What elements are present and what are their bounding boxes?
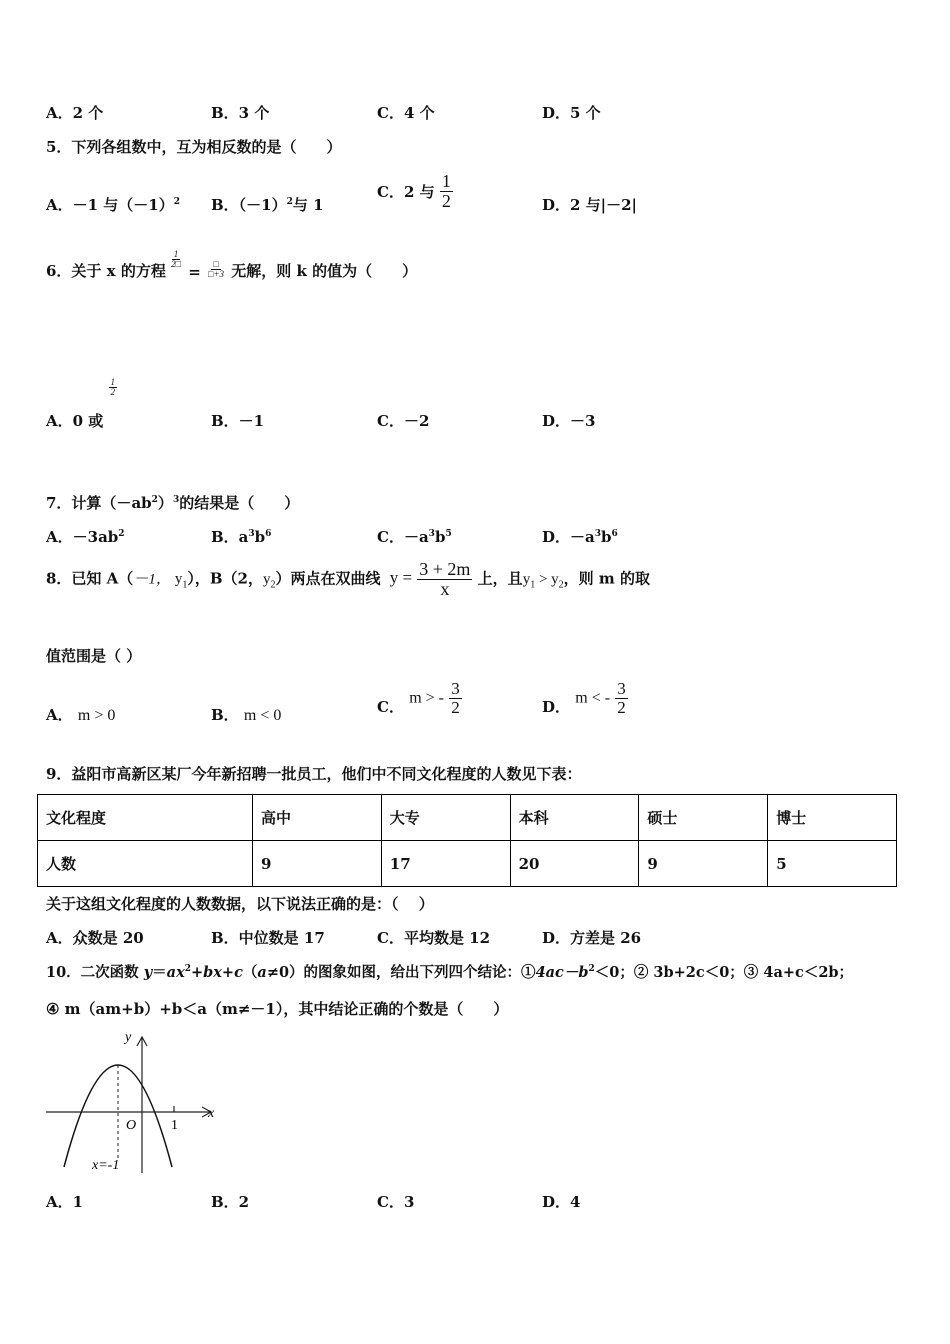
q6-a-num: 1 <box>110 377 116 387</box>
q8-c-fraction <box>449 680 462 717</box>
q9-option-a[interactable]: A．众数是 20 <box>46 929 144 947</box>
q8-sub1: 1 <box>182 579 188 591</box>
q7-d-sup2: 6 <box>611 529 618 539</box>
q7-stem-sup1: 2 <box>151 495 158 505</box>
q6-stem-pre: 6．关于 x 的方程 <box>46 262 166 280</box>
table-header-cell: 本科 <box>510 795 639 841</box>
q10-fn-y: y <box>143 964 153 981</box>
q8-c-math: m > - <box>409 689 444 707</box>
q8-cmp-sub2: 2 <box>558 579 564 591</box>
q4-option-d[interactable]: D．5 个 <box>542 104 601 122</box>
q10-fn-cond: a <box>257 964 267 981</box>
q9-stem: 9．益阳市高新区某厂今年新招聘一批员工，他们中不同文化程度的人数见下表： <box>46 765 582 783</box>
q4-option-c[interactable]: C．4 个 <box>377 104 435 122</box>
q8-cmp-y1: y <box>522 571 531 588</box>
q7-c-sup1: 3 <box>428 529 435 539</box>
q7-c-mid: b <box>434 528 446 546</box>
q7-b-sup1: 3 <box>248 529 255 539</box>
q8-a-label: A． <box>46 706 73 724</box>
table-cell: 20 <box>510 841 639 887</box>
q6-f2-num: □ <box>213 259 219 269</box>
q7-d-sup1: 3 <box>594 529 601 539</box>
q5-option-d[interactable]: D．2 与|－2| <box>542 196 638 214</box>
q10-s1: 10．二次函数 <box>46 964 144 981</box>
q6-option-c[interactable]: C．－2 <box>377 412 430 430</box>
q8-d-math: m < - <box>575 689 611 707</box>
q7-option-a[interactable] <box>46 526 125 547</box>
table-header-cell: 文化程度 <box>38 795 253 841</box>
q9-option-d[interactable]: D．方差是 26 <box>542 929 642 947</box>
q6-a-den: 2 <box>110 387 116 398</box>
q7-stem-pre: 7．计算（－ab <box>46 494 152 512</box>
q6-stem-post: 无解，则 k 的值为（ ） <box>231 262 418 280</box>
parabola-graph <box>40 1025 230 1180</box>
q8-option-a[interactable] <box>46 704 115 725</box>
q8-m1: －1， <box>133 571 171 588</box>
q6-a-fraction <box>109 378 118 398</box>
q8-c-label: C． <box>377 697 404 716</box>
q6-equals: = <box>188 263 201 281</box>
q8-d-num: 3 <box>617 679 626 698</box>
q5-a-text: A．－1 与（－1） <box>46 196 174 214</box>
symmetry-axis-label: x=-1 <box>92 1158 120 1173</box>
q6-fraction-1 <box>169 250 183 270</box>
table-cell: 人数 <box>38 841 253 887</box>
q8-c-den: 2 <box>451 697 460 717</box>
q6-f2-den: □+3 <box>208 269 225 280</box>
q6-f1-num: 1 <box>173 249 179 259</box>
q7-b-sup2: 6 <box>265 529 272 539</box>
q8-option-c[interactable] <box>377 680 462 717</box>
q8-cmp-sub1: 1 <box>530 579 536 591</box>
table-header-cell: 硕士 <box>639 795 768 841</box>
q10-s3: ≠0）的图象如图，给出下列四个结论：① <box>266 964 536 981</box>
q5-option-b[interactable] <box>211 194 324 215</box>
q5-option-a[interactable] <box>46 194 180 215</box>
table-header-cell: 高中 <box>253 795 382 841</box>
q8-cmp-y2: y <box>551 571 559 588</box>
q6-option-d[interactable]: D．－3 <box>542 412 596 430</box>
q10-stem-line2: ④ m（am+b）+b＜a（m≠－1），其中结论正确的个数是（ ） <box>46 1000 509 1018</box>
q5-c-fraction <box>440 172 453 211</box>
q5-stem: 5．下列各组数中，互为相反数的是（ ） <box>46 138 342 156</box>
q7-a-sup: 2 <box>118 529 125 539</box>
q8-c-num: 3 <box>451 679 460 698</box>
q8-s3: ）两点在双曲线 <box>275 569 381 588</box>
q10-fn-eq: ＝ <box>152 964 167 981</box>
q8-stem-line2: 值范围是（ ） <box>46 647 142 665</box>
table-cell: 9 <box>253 841 382 887</box>
q10-fn-rest: +bx+c <box>190 964 243 981</box>
table-cell: 9 <box>639 841 768 887</box>
q6-a-text: A．0 或 <box>46 412 104 430</box>
q8-frac-num: 3 + 2m <box>419 559 471 579</box>
q7-c-text: C．－a <box>377 528 429 546</box>
q8-y-lhs: y = <box>389 568 413 588</box>
q7-stem-mid: ） <box>157 494 173 512</box>
q8-s1: 8．已知 A（ <box>46 569 134 588</box>
q5-c-den: 2 <box>441 190 451 211</box>
q8-frac-den: x <box>440 578 450 599</box>
q8-b-label: B． <box>211 706 239 724</box>
q6-option-b[interactable]: B．－1 <box>211 412 265 430</box>
tick-label-1: 1 <box>171 1118 178 1133</box>
q7-b-mid: b <box>254 528 266 546</box>
q7-option-c[interactable] <box>377 526 452 547</box>
table-header-cell: 博士 <box>768 795 897 841</box>
table-cell: 5 <box>768 841 897 887</box>
y-axis-label: y <box>125 1030 132 1045</box>
table-cell: 17 <box>381 841 510 887</box>
q6-fraction-2 <box>206 260 226 280</box>
q5-c-text: C．2 与 <box>377 182 435 201</box>
q8-stem <box>46 560 650 599</box>
q7-stem-post: 的结果是（ ） <box>179 494 300 512</box>
q9-option-c[interactable]: C．平均数是 12 <box>377 929 491 947</box>
x-axis-label: x <box>208 1106 215 1121</box>
q5-c-num: 1 <box>441 171 451 191</box>
q5-a-sup: 2 <box>173 197 181 207</box>
q5-b-post: 与 1 <box>292 196 324 214</box>
q10-c1-post: ＜0；② 3b+2c＜0；③ 4a+c＜2b； <box>594 964 854 981</box>
q10-option-d[interactable]: D．4 <box>542 1193 581 1211</box>
q10-fn-sup: 2 <box>184 964 191 975</box>
q8-option-d[interactable] <box>542 680 628 717</box>
q10-s2: （ <box>242 964 258 981</box>
q4-option-a[interactable]: A．2 个 <box>46 104 104 122</box>
q8-cmp-gt: > <box>535 571 552 588</box>
q8-b-math: m < 0 <box>243 707 282 724</box>
q7-d-text: D．－a <box>542 528 595 546</box>
q6-option-a[interactable] <box>46 378 117 431</box>
q8-option-b[interactable] <box>211 704 281 725</box>
q7-option-d[interactable] <box>542 526 618 547</box>
q5-b-text: B．（－1） <box>211 196 287 214</box>
table-row <box>38 841 897 887</box>
q8-s4: 上，且 <box>477 569 523 588</box>
q10-option-b[interactable]: B．2 <box>211 1193 250 1211</box>
q10-option-c[interactable]: C．3 <box>377 1193 415 1211</box>
q6-f1-den: 2□ <box>171 259 181 270</box>
table-row <box>38 795 897 841</box>
q7-b-text: B．a <box>211 528 249 546</box>
q8-s5: ，则 m 的取 <box>563 569 650 588</box>
q7-stem <box>46 492 299 513</box>
origin-label: O <box>126 1118 137 1133</box>
q8-a-math: m > 0 <box>77 707 116 724</box>
q8-d-den: 2 <box>617 697 626 717</box>
q8-d-fraction <box>615 680 628 717</box>
q10-option-a[interactable]: A．1 <box>46 1193 84 1211</box>
q5-b-sup: 2 <box>286 197 293 207</box>
q10-fn-a: ax <box>166 964 185 981</box>
q4-option-b[interactable]: B．3 个 <box>211 104 270 122</box>
education-table <box>37 794 897 887</box>
q8-sub2: 2 <box>270 579 276 591</box>
q7-d-mid: b <box>601 528 612 546</box>
q8-s2: ），B（2， <box>187 569 263 588</box>
q10-stem <box>46 961 853 982</box>
q9-option-b[interactable]: B．中位数是 17 <box>211 929 325 947</box>
q7-a-text: A．－3ab <box>46 528 119 546</box>
q8-y2: y <box>262 571 271 588</box>
table-header-cell: 大专 <box>381 795 510 841</box>
q8-y1: y <box>174 571 183 588</box>
q7-option-b[interactable] <box>211 526 271 547</box>
q7-c-sup2: 5 <box>445 529 452 539</box>
q10-c1-sup: 2 <box>588 964 595 975</box>
q9-question: 关于这组文化程度的人数数据，以下说法正确的是：（ ） <box>46 895 434 913</box>
q8-d-label: D． <box>542 697 571 716</box>
q7-stem-sup2: 3 <box>172 495 180 505</box>
q5-option-c[interactable] <box>377 172 453 211</box>
q8-hyperbola-fraction <box>417 560 472 599</box>
q10-c1: 4ac－b <box>535 964 589 981</box>
q6-stem <box>46 249 418 281</box>
